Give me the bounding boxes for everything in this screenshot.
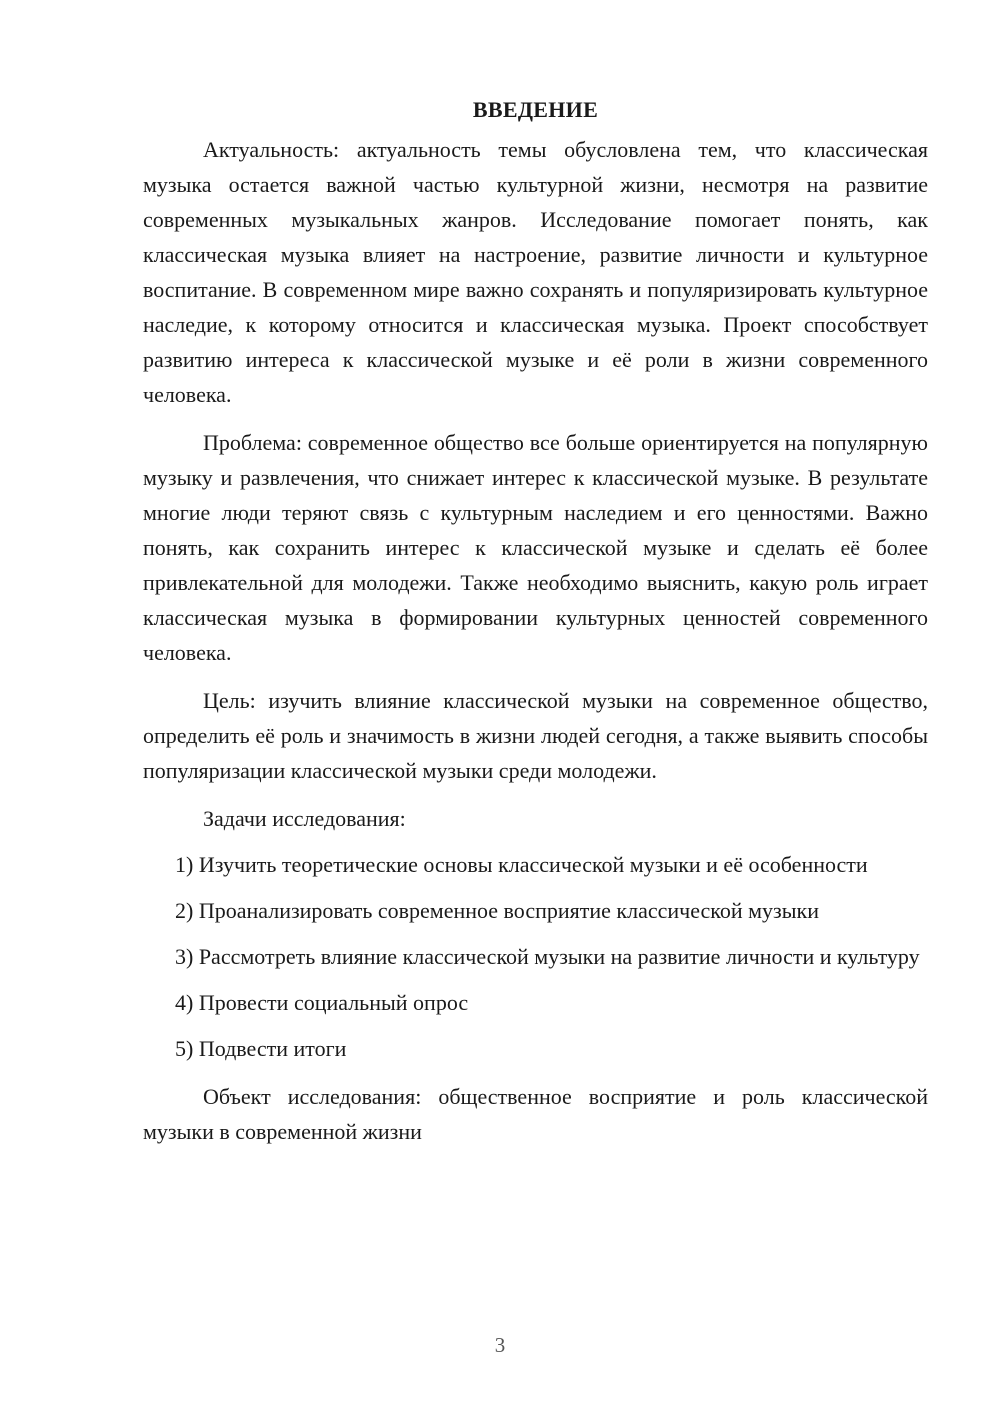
page-title: ВВЕДЕНИЕ [472, 97, 599, 122]
list-item: 1) Изучить теоретические основы классической музыки и её особенности [175, 852, 868, 877]
goal-paragraph: Цель: изучить влияние классической музыки на современное общество, определить её роль и значимость в жизни людей сегодня, а также выявить способы популяризации классической музыки среди молодежи. [143, 688, 928, 783]
object-paragraph: Объект исследования: общественное восприятие и роль классической музыки в современной жизни [143, 1084, 928, 1144]
list-item: 4) Провести социальный опрос [175, 990, 469, 1015]
list-item: 2) Проанализировать современное восприятие классической музыки [175, 898, 819, 923]
relevance-paragraph: Актуальность: актуальность темы обусловлена тем, что классическая музыка остается важной частью культурной жизни, несмотря на развитие современных музыкальных жанров. Исследование помогает понять, как классическая музыка влияет на настроение, развитие личности и культурное воспитание. В современном мире важно сохранять и популяризировать культурное наследие, к которому относится и классическая музыка. Проект способствует развитию интереса к классической музыке и её роли в жизни современного человека. [143, 137, 928, 407]
list-item: 3) Рассмотреть влияние классической музыки на развитие личности и культуру [175, 944, 920, 969]
problem-paragraph: Проблема: современное общество все больше ориентируется на популярную музыку и развлечения, что снижает интерес к классической музыке. В результате многие люди теряют связь с культурным наследием и его ценностями. Важно понять, как сохранить интерес к классической музыке и сделать её более привлекательной для молодежи. Также необходимо выяснить, какую роль играет классическая музыка в формировании культурных ценностей современного человека. [143, 430, 928, 665]
page-number: 3 [494, 1333, 506, 1357]
tasks-heading: Задачи исследования: [203, 806, 406, 831]
list-item: 5) Подвести итоги [175, 1036, 347, 1061]
tasks-list [143, 847, 928, 1066]
document-page [143, 95, 928, 1149]
